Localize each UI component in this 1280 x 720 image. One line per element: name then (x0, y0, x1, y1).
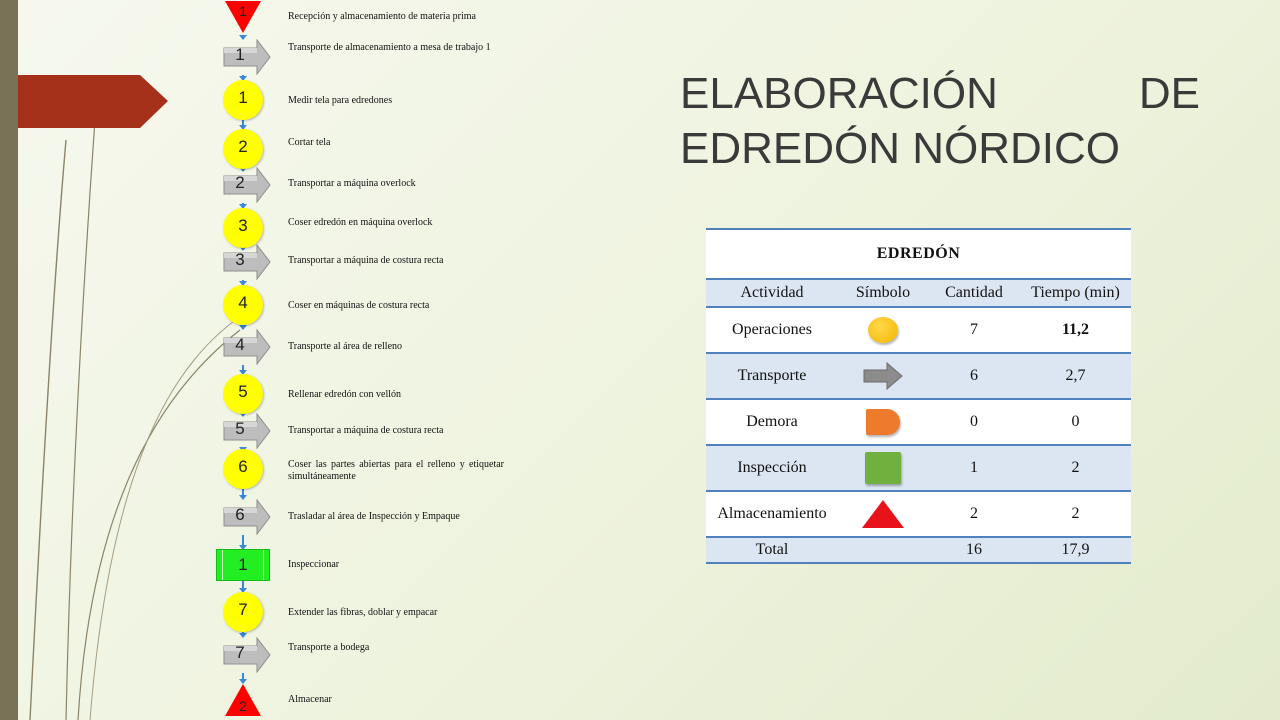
transport-arrow-icon (223, 39, 271, 75)
table-row (706, 445, 1131, 491)
activity-cell: Transporte (706, 353, 838, 399)
operation-circle-icon (868, 317, 898, 343)
process-flow-diagram (0, 0, 520, 720)
flow-connector (242, 489, 244, 499)
transport-arrow-icon (223, 329, 271, 365)
time-cell: 2 (1020, 445, 1131, 491)
quantity-cell: 1 (928, 445, 1020, 491)
summary-table (706, 228, 1131, 564)
transport-arrow-icon (223, 167, 271, 203)
table-total-row (706, 537, 1131, 563)
step-number: 1 (238, 88, 248, 107)
transport-arrow-icon (223, 413, 271, 449)
step-description: Medir tela para edredones (288, 95, 393, 106)
storage-triangle-icon (860, 498, 906, 530)
step-description: Inspeccionar (288, 559, 340, 570)
flow-connector (242, 535, 244, 549)
quantity-cell: 2 (928, 491, 1020, 537)
step-number: 6 (235, 505, 245, 524)
step-description: Trasladar al área de Inspección y Empaque (288, 511, 460, 522)
header-actividad: Actividad (706, 279, 838, 307)
delay-d-icon (866, 409, 900, 435)
quantity-cell: 6 (928, 353, 1020, 399)
step-number: 4 (238, 293, 248, 312)
step-description: Rellenar edredón con vellón (288, 389, 402, 400)
step-number: 1 (238, 555, 248, 574)
operation-circle-icon (223, 208, 263, 248)
table-row (706, 307, 1131, 353)
flow-connector (242, 365, 244, 374)
time-cell: 2,7 (1020, 353, 1131, 399)
operation-circle-icon (223, 374, 263, 414)
table-row (706, 491, 1131, 537)
step-number: 2 (235, 173, 245, 192)
transport-arrow-icon (223, 244, 271, 280)
step-description: Transportar a máquina de costura recta (288, 255, 444, 266)
time-cell: 2 (1020, 491, 1131, 537)
step-number: 4 (235, 335, 245, 354)
table-title: EDREDÓN (706, 229, 1131, 279)
step-number: 5 (238, 382, 248, 401)
step-number: 2 (239, 698, 247, 714)
header-simbolo: Símbolo (838, 279, 928, 307)
quantity-cell: 0 (928, 399, 1020, 445)
total-quantity: 16 (928, 537, 1020, 563)
step-number: 6 (238, 457, 248, 476)
step-description: Transportar a máquina de costura recta (288, 425, 444, 436)
table-row (706, 353, 1131, 399)
step-description: Coser edredón en máquina overlock (288, 217, 433, 228)
triangle-icon (224, 683, 262, 717)
time-cell: 11,2 (1020, 307, 1131, 353)
time-cell: 0 (1020, 399, 1131, 445)
step-description: Almacenar (288, 694, 332, 705)
operation-circle-icon (223, 80, 263, 120)
page-title (680, 66, 1200, 176)
transport-arrow-icon (223, 499, 271, 535)
operation-circle-icon (223, 285, 263, 325)
operation-circle-icon (223, 449, 263, 489)
flow-connector (242, 673, 244, 683)
step-number: 5 (235, 419, 245, 438)
activity-cell: Inspección (706, 445, 838, 491)
total-time: 17,9 (1020, 537, 1131, 563)
step-number: 2 (238, 137, 248, 156)
activity-cell: Demora (706, 399, 838, 445)
title-line-1: ELABORACIÓN DE (680, 69, 1200, 118)
flow-connector (242, 581, 244, 592)
step-number: 7 (238, 600, 248, 619)
inspection-square-icon (865, 452, 901, 484)
step-number: 1 (235, 45, 245, 64)
step-description: Coser en máquinas de costura recta (288, 300, 430, 311)
activity-cell: Almacenamiento (706, 491, 838, 537)
header-cantidad: Cantidad (928, 279, 1020, 307)
operation-circle-icon (223, 129, 263, 169)
step-number: 7 (235, 643, 245, 662)
step-description: Transporte a bodega (288, 642, 370, 653)
step-description: Coser las partes abiertas para el relleno y etiquetar simultáneamente (288, 459, 504, 482)
triangle-icon (224, 0, 262, 34)
quantity-cell: 7 (928, 307, 1020, 353)
step-description: Transporte de almacenamiento a mesa de trabajo 1 (288, 42, 491, 53)
step-description: Cortar tela (288, 137, 331, 148)
step-number: 3 (238, 216, 248, 235)
step-description: Transportar a máquina overlock (288, 178, 416, 189)
step-description: Extender las fibras, doblar y empacar (288, 607, 438, 618)
step-number: 1 (239, 3, 247, 19)
step-description: Transporte al área de relleno (288, 341, 403, 352)
inspection-box-icon (216, 549, 270, 581)
header-tiempo: Tiempo (min) (1020, 279, 1131, 307)
transport-arrow-icon (863, 362, 903, 390)
operation-circle-icon (223, 592, 263, 632)
transport-arrow-icon (223, 637, 271, 673)
title-line-2: EDREDÓN NÓRDICO (680, 124, 1121, 173)
table-row (706, 399, 1131, 445)
total-label: Total (706, 537, 838, 563)
step-number: 3 (235, 250, 245, 269)
step-description: Recepción y almacenamiento de materia prima (288, 11, 476, 22)
activity-cell: Operaciones (706, 307, 838, 353)
flow-connector (242, 120, 244, 129)
